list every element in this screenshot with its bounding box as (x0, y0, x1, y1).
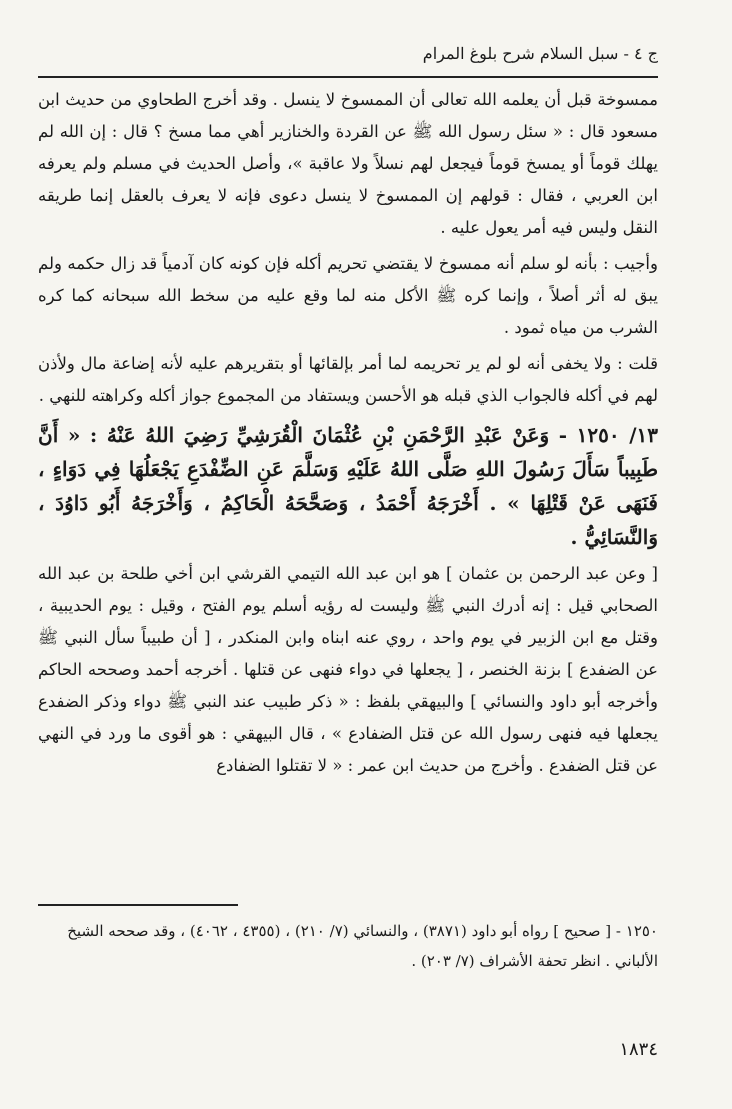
book-page (38, 34, 658, 1094)
header-rule (38, 76, 658, 78)
footnote: ١٢٥٠ - [ صحيح ] رواه أبو داود (٣٨٧١) ، والنسائي (٧/ ٢١٠) ، (٤٣٥٥ ، ٤٠٦٢) ، وقد صححه الشيخ الألباني . انظر تحفة الأشراف (٧/ ٢٠٣) . (67, 922, 658, 970)
footnote-rule (38, 904, 238, 906)
paragraph: [ وعن عبد الرحمن بن عثمان ] هو ابن عبد الله التيمي القرشي ابن أخي طلحة بن عبد الله الصحابي قيل : إنه أدرك النبي ﷺ وليست له رؤيه أسلم يوم الفتح ، وقيل : يوم الحديبية ، وقتل مع ابن الزبير في يوم واحد ، روي عنه ابناه وابن المنكدر ، [ أن طبيباً سأل النبي ﷺ عن الضفدع ] بزنة الخنصر ، [ يجعلها في دواء فنهى عن قتلها . أخرجه أحمد وصححه الحاكم وأخرجه أبو داود والنسائي ] والبيهقي بلفظ : « ذكر طبيب عند النبي ﷺ دواء وذكر الضفدع يجعلها فيه فنهى رسول الله عن قتل الضفادع » ، قال البيهقي : هو أقوى ما ورد في النهي عن قتل الضفدع . وأخرج من حديث ابن عمر : « لا تقتلوا الضفادع (38, 564, 658, 775)
paragraph: ممسوخة قبل أن يعلمه الله تعالى أن الممسوخ لا ينسل . وقد أخرج الطحاوي من حديث ابن مسعود قال : « سئل رسول الله ﷺ عن القردة والخنازير أهي مما مسخ ؟ قال : إن الله لم يهلك قوماً أو يمسخ قوماً فيجعل لهم نسلاً ولا عاقبة »، وأصل الحديث في مسلم ولم يعرفه ابن العربي ، فقال : قولهم إن الممسوخ لا ينسل دعوى فإنه لا يعرف بالعقل إنما طريقه النقل وليس فيه أمر يعول عليه . (38, 90, 658, 237)
paragraph: قلت : ولا يخفى أنه لو لم ير تحريمه لما أمر بإلقائها أو بتقريرهم عليه لأنه إضاعة مال ولأذن لهم في أكله فالجواب الذي قبله هو الأحسن ويستفاد من المجموع جواز أكله وكراهته للنهي . (38, 354, 658, 405)
page-number: ١٨٣٤ (619, 1039, 658, 1060)
paragraph: وأجيب : بأنه لو سلم أنه ممسوخ لا يقتضي تحريم أكله فإن كونه كان آدمياً قد زال حكمه ولم يبق له أثر أصلاً ، وإنما كره ﷺ الأكل منه لما وقع عليه من سخط الله سبحانه كما كره الشرب من مياه ثمود . (38, 254, 658, 337)
footnotes (38, 916, 658, 976)
running-header: ج ٤ - سبل السلام شرح بلوغ المرام (422, 44, 658, 63)
hadith-text: ١٣/ ١٢٥٠ - وَعَنْ عَبْدِ الرَّحْمَنِ بْنِ عُثْمَانَ الْقُرَشِيِّ رَضِيَ اللهُ عَنْهُ : « أَنَّ طَبِيباً سَأَلَ رَسُولَ اللهِ صَلَّى اللهُ عَلَيْهِ وَسَلَّمَ عَنِ الضِّفْدَعِ يَجْعَلُهَا فِي دَوَاءٍ ، فَنَهَى عَنْ قَتْلِهَا » . أَخْرَجَهُ أَحْمَدُ ، وَصَحَّحَهُ الْحَاكِمُ ، وَأَخْرَجَهُ أَبُو دَاوُدَ ، وَالنَّسَائِيُّ . (38, 423, 658, 549)
main-text (38, 84, 658, 786)
